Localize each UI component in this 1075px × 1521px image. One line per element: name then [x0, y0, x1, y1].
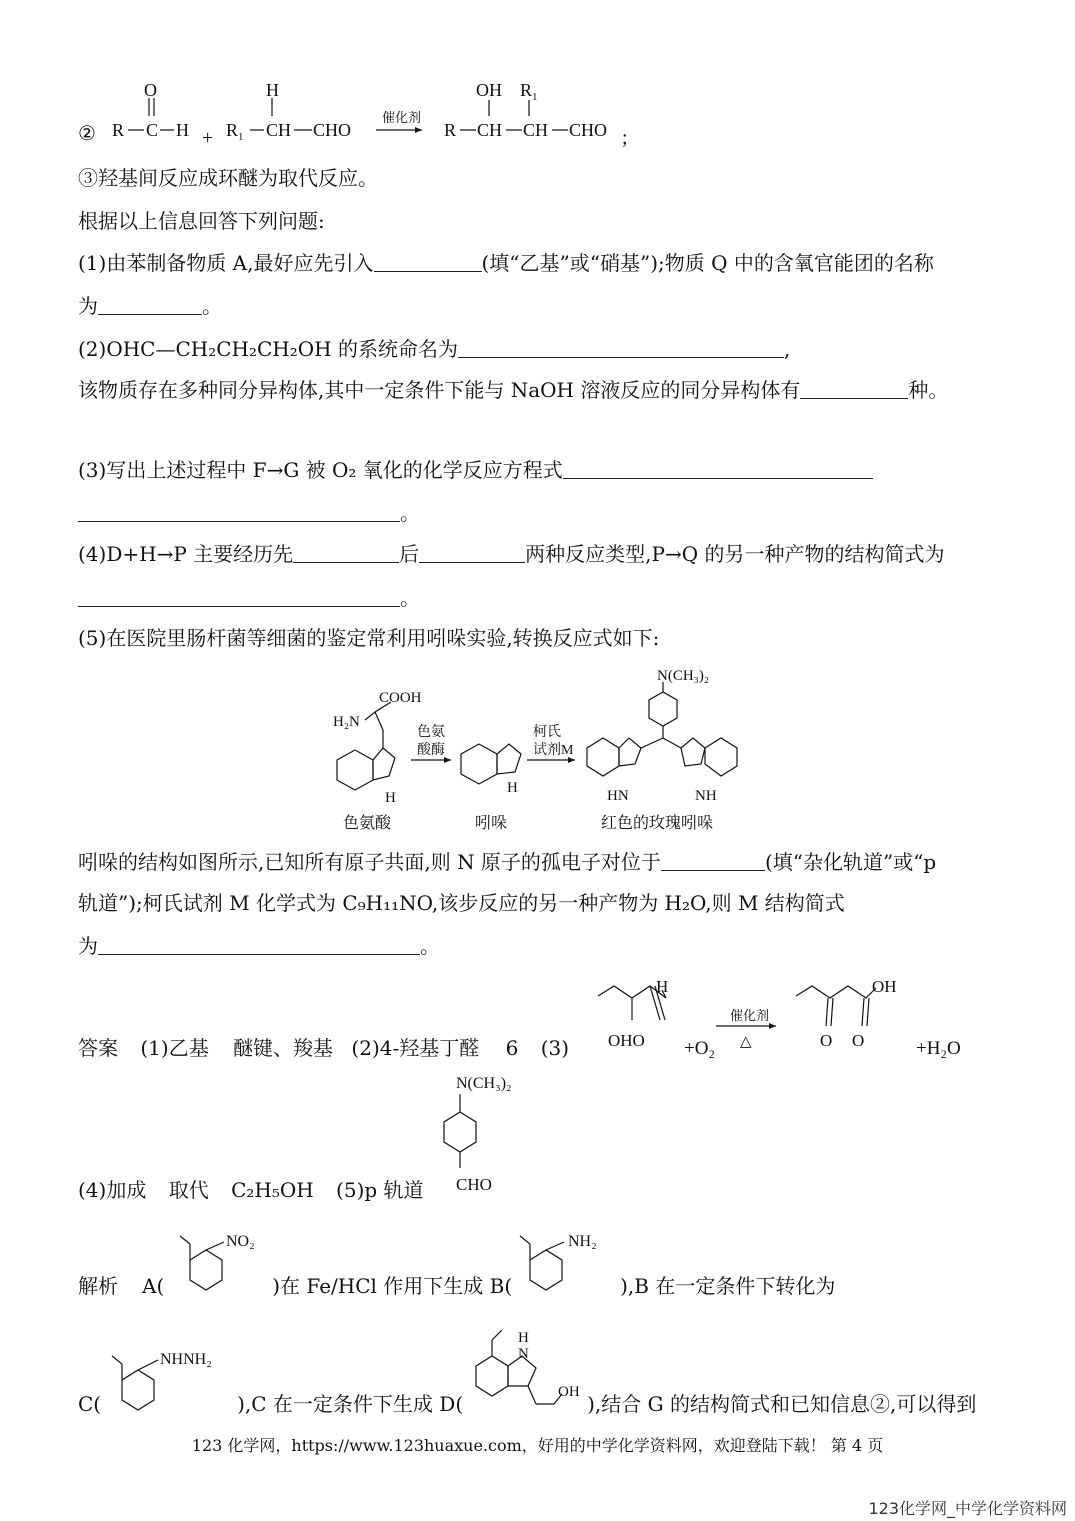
q5-blank-2[interactable]	[98, 934, 420, 955]
compound-d-svg	[466, 1318, 596, 1422]
q1-part-b: (填“乙基”或“硝基”);物质 Q 中的含氧官能团的名称	[481, 251, 934, 275]
analysis-mid3: ),C 在一定条件下生成 D(	[237, 1392, 464, 1416]
intro-text: 根据以上信息回答下列问题:	[78, 209, 325, 233]
answer-3: (3)	[540, 1036, 570, 1060]
answer3-equation-svg	[590, 976, 980, 1066]
answer-2b: 6	[505, 1036, 519, 1060]
answer3-o2-atom: O	[852, 1031, 865, 1050]
label-rosindole: 红色的玫瑰吲哚	[601, 815, 714, 832]
answer-4b: 取代	[168, 1178, 209, 1202]
q3-line1	[78, 458, 873, 482]
answer3-h: H	[656, 977, 669, 996]
q3-blank-1[interactable]	[563, 458, 873, 479]
reagent-bottom: 试剂M	[533, 743, 574, 758]
oh-label: OH	[476, 80, 502, 100]
compound-b-nh2: NH₂	[568, 1233, 597, 1250]
q1-blank-1[interactable]	[374, 251, 482, 272]
q5-line1-a: 吲哚的结构如图所示,已知所有原子共面,则 N 原子的孤电子对位于	[78, 850, 661, 874]
q3-blank-2[interactable]	[78, 501, 400, 522]
q5-line3	[78, 934, 440, 958]
answer3-oho: OHO	[608, 1031, 645, 1050]
q2-blank-1[interactable]	[458, 337, 784, 358]
info2-reaction-svg	[70, 76, 650, 156]
q4-mid: 后	[399, 542, 420, 566]
q4-line1	[78, 542, 944, 566]
answer3-oh: OH	[872, 977, 897, 996]
q1-line1	[78, 251, 934, 275]
answer3-o1: O	[820, 1031, 833, 1050]
answer-1: (1)乙基	[140, 1036, 209, 1060]
analysis-mid1: )在 Fe/HCl 作用下生成 B(	[272, 1274, 513, 1298]
q2-comma: ,	[783, 337, 791, 361]
q5-line2: 轨道”);柯氏试剂 M 化学式为 C₉H₁₁NO,该步反应的另一种产物为 H₂O,则 M 结构简式	[78, 891, 845, 915]
q4-blank-3[interactable]	[78, 586, 400, 607]
q4-blank-1[interactable]	[293, 542, 399, 563]
compound-d-h: H	[518, 1330, 529, 1346]
label-indole: 吲哚	[475, 815, 508, 832]
r-product-label: R	[444, 120, 457, 140]
answer-label: 答案	[78, 1036, 118, 1060]
hn-label: HN	[607, 788, 629, 804]
q3-end: 。	[400, 501, 420, 525]
q2-line2	[78, 378, 948, 402]
q1-part-c: 为	[78, 294, 98, 318]
analysis-c-open: C(	[78, 1392, 102, 1416]
nh-right-label: NH	[695, 788, 717, 804]
compound-a-no2: NO₂	[226, 1233, 255, 1250]
reagent-top: 柯氏	[533, 725, 561, 740]
compound-d-n: N	[518, 1346, 529, 1362]
q4-blank-2[interactable]	[419, 542, 525, 563]
compound-d-oh: OH	[558, 1384, 580, 1400]
q1-line2	[78, 294, 222, 318]
info2-label: ②	[78, 123, 96, 145]
h-label: H	[176, 120, 189, 140]
q5-line3-a: 为	[78, 934, 98, 958]
cho-label: CHO	[313, 120, 352, 140]
analysis-a-open: A(	[142, 1274, 165, 1298]
answer5-structure-svg	[430, 1070, 550, 1200]
r1-label: $R_1$	[226, 120, 244, 143]
q1-part-a: (1)由苯制备物质 A,最好应先引入	[78, 251, 374, 275]
answer-4: (4)加成	[78, 1178, 147, 1202]
compound-c-svg	[100, 1336, 240, 1422]
q4-part-a: (4)D+H→P 主要经历先	[78, 542, 294, 566]
cooh-label: COOH	[379, 690, 422, 706]
q4-line2	[78, 586, 420, 610]
trp-nh-label: H	[385, 790, 396, 806]
ch-product-2: CH	[523, 120, 549, 140]
compound-b-svg	[508, 1218, 608, 1304]
answer-5: (5)p 轨道	[336, 1178, 424, 1202]
answer5-nme2: N(CH₃)₂	[456, 1075, 512, 1092]
q3-part-a: (3)写出上述过程中 F→G 被 O₂ 氧化的化学反应方程式	[78, 458, 563, 482]
r1-product-label: $R_1$	[520, 80, 538, 103]
q4-end: 。	[400, 586, 420, 610]
q5-line1-b: (填“杂化轨道”或“p	[764, 850, 937, 874]
q3-line2	[78, 501, 420, 525]
semicolon: ;	[622, 127, 628, 149]
q1-blank-2[interactable]	[98, 294, 202, 315]
indole-scheme-svg	[325, 664, 745, 834]
ch-product-1: CH	[477, 120, 503, 140]
compound-c-nhnh2: NHNH₂	[160, 1351, 212, 1368]
answer3-h2o: +H₂O	[916, 1038, 961, 1059]
q5-intro: (5)在医院里肠杆菌等细菌的鉴定常利用吲哚实验,转换反应式如下:	[78, 626, 660, 650]
q5-blank-1[interactable]	[661, 850, 765, 871]
answer-line1	[78, 1036, 569, 1060]
plus-sign: +	[202, 127, 214, 149]
compound-a-svg	[168, 1218, 268, 1304]
q2-end: 种。	[908, 378, 949, 402]
q5-line1	[78, 850, 936, 874]
q2-line1	[78, 337, 790, 361]
answer3-o2: +O₂	[684, 1038, 716, 1059]
page-footer: 123 化学网，https://www.123huaxue.com，好用的中学化学资料网，欢迎登陆下载！ 第 4 页	[191, 1436, 884, 1455]
enzyme-bottom: 酸酶	[417, 743, 445, 758]
catalyst-label: 催化剂	[382, 110, 422, 125]
o-label: O	[144, 80, 157, 100]
r-label: R	[112, 120, 125, 140]
ch-label: CH	[266, 120, 292, 140]
answer-line2	[78, 1178, 424, 1202]
q2-part-b: 该物质存在多种同分异构体,其中一定条件下能与 NaOH 溶液反应的同分异构体有	[78, 378, 801, 402]
watermark: 123化学网_中学化学资料网	[868, 1499, 1067, 1518]
info3-text: ③羟基间反应成环醚为取代反应。	[78, 166, 378, 190]
c-label: C	[146, 120, 159, 140]
answer5-cho: CHO	[456, 1175, 492, 1194]
q5-end: 。	[420, 934, 440, 958]
q1-end: 。	[202, 294, 222, 318]
h-top-label: H	[266, 80, 279, 100]
answer3-heat: △	[740, 1034, 752, 1050]
enzyme-top: 色氨	[417, 725, 445, 740]
q2-part-a: (2)OHC—CH₂CH₂CH₂OH 的系统命名为	[78, 337, 458, 361]
answer3-catalyst: 催化剂	[730, 1008, 770, 1023]
analysis-label: 解析	[78, 1274, 118, 1298]
answer-1b: 醚键、羧基	[233, 1036, 334, 1060]
label-trp: 色氨酸	[343, 815, 392, 832]
q2-blank-2[interactable]	[800, 378, 908, 399]
answer-4c: C₂H₅OH	[231, 1178, 314, 1202]
analysis-mid4: ),结合 G 的结构简式和已知信息②,可以得到	[587, 1392, 977, 1416]
answer-2: (2)4-羟基丁醛	[351, 1036, 480, 1060]
h2n-label: H₂N	[333, 714, 360, 730]
cho-product-label: CHO	[569, 120, 608, 140]
q4-part-b: 两种反应类型,P→Q 的另一种产物的结构简式为	[525, 542, 945, 566]
indole-nh-label: H	[507, 780, 518, 796]
analysis-mid2: ),B 在一定条件下转化为	[620, 1274, 836, 1298]
nme2-label: N(CH₃)₂	[657, 668, 710, 684]
